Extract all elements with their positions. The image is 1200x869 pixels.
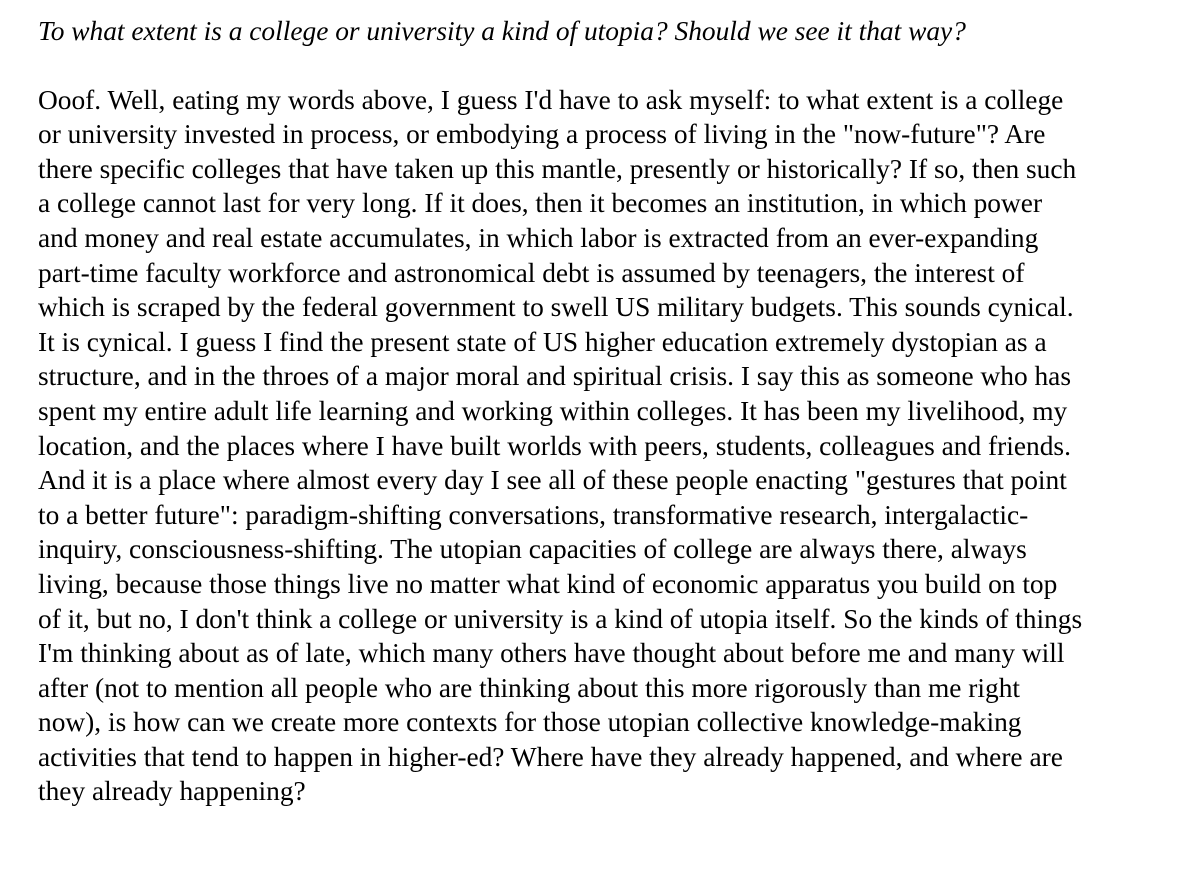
answer-line: to a better future": paradigm-shifting conversations, transformative research, intergalactic- (38, 499, 1029, 530)
answer-line: location, and the places where I have built worlds with peers, students, colleagues and friends. (38, 430, 1071, 461)
answer-line: Ooof. Well, eating my words above, I guess I'd have to ask myself: to what extent is a college (38, 84, 1064, 115)
answer-line: and money and real estate accumulates, in which labor is extracted from an ever-expanding (38, 222, 1039, 253)
answer-line: after (not to mention all people who are thinking about this more rigorously than me right (38, 672, 1021, 703)
answer-line: It is cynical. I guess I find the present state of US higher education extremely dystopian as a (38, 326, 1047, 357)
answer-line: now), is how can we create more contexts for those utopian collective knowledge-making (38, 707, 1022, 738)
document-page (38, 14, 1168, 809)
question-heading: To what extent is a college or university a kind of utopia? Should we see it that way? (38, 16, 966, 46)
answer-line: which is scraped by the federal government to swell US military budgets. This sounds cynical. (38, 292, 1074, 323)
answer-line: a college cannot last for very long. If it does, then it becomes an institution, in which power (38, 188, 1043, 219)
answer-line: living, because those things live no matter what kind of economic apparatus you build on top (38, 568, 1058, 599)
answer-line: or university invested in process, or embodying a process of living in the "now-future"? Are (38, 119, 1046, 150)
answer-line: there specific colleges that have taken up this mantle, presently or historically? If so, then such (38, 153, 1077, 184)
answer-line: spent my entire adult life learning and working within colleges. It has been my livelihood, my (38, 395, 1068, 426)
answer-line: part-time faculty workforce and astronomical debt is assumed by teenagers, the interest of (38, 257, 1025, 288)
answer-line: inquiry, consciousness-shifting. The utopian capacities of college are always there, always (38, 534, 1027, 565)
answer-line: And it is a place where almost every day I see all of these people enacting "gestures that point (38, 465, 1067, 496)
answer-line: of it, but no, I don't think a college or university is a kind of utopia itself. So the kinds of things (38, 603, 1083, 634)
answer-line: activities that tend to happen in higher-ed? Where have they already happened, and where are (38, 741, 1063, 772)
answer-line: they already happening? (38, 776, 306, 807)
answer-line: structure, and in the throes of a major moral and spiritual crisis. I say this as someone who has (38, 361, 1071, 392)
answer-line: I'm thinking about as of late, which many others have thought about before me and many will (38, 638, 1065, 669)
answer-paragraph (38, 83, 1168, 809)
